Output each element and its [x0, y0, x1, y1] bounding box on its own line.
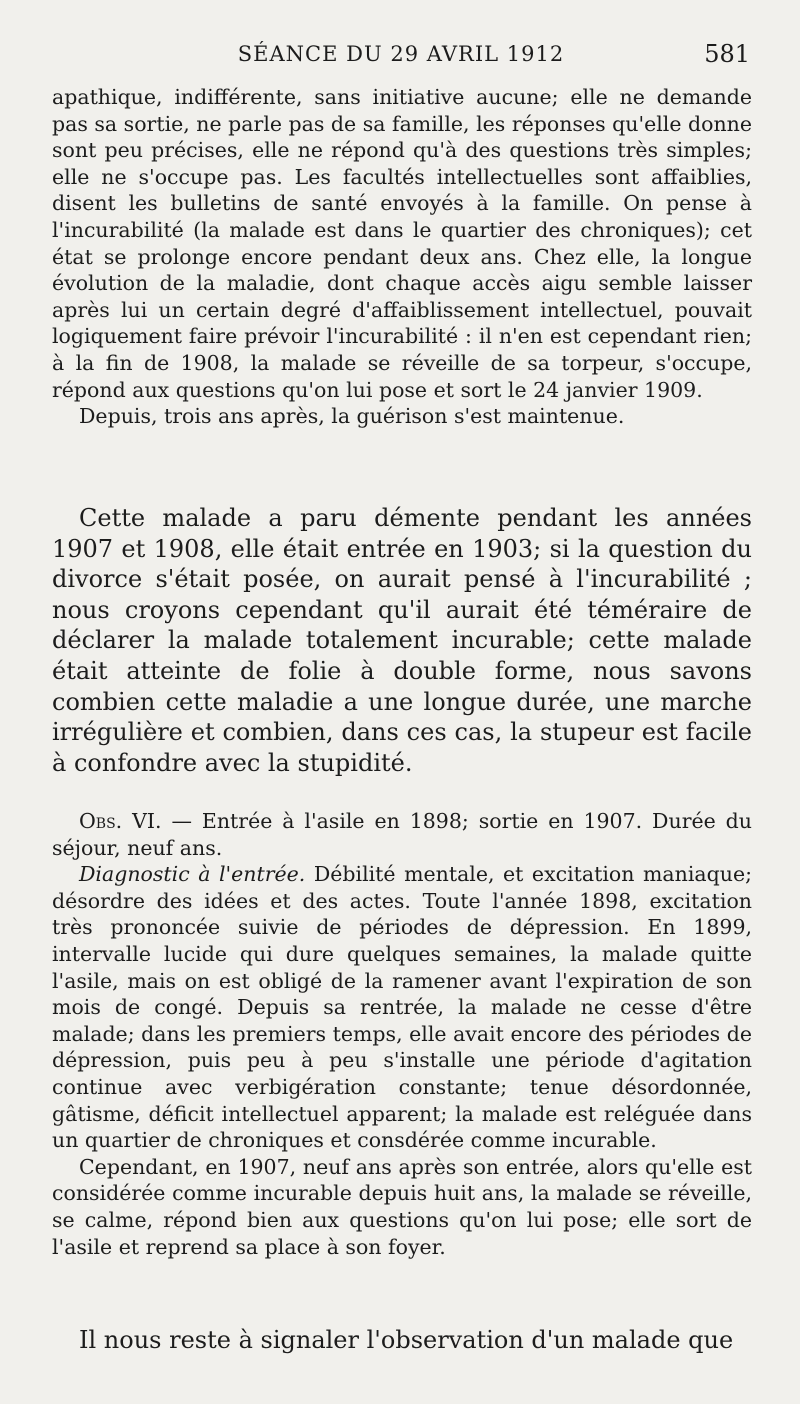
diagnosis-label: Diagnostic à l'entrée.	[79, 862, 306, 887]
paragraph-observation-heading	[52, 808, 752, 861]
text-block-closing	[52, 1325, 752, 1356]
text-block-commentary	[52, 503, 752, 778]
observation-text: — Entrée à l'asile en 1898; sortie en 1907. Durée du séjour, neuf ans.	[52, 809, 753, 860]
page-number: 581	[704, 40, 750, 68]
paragraph-diagnosis	[52, 861, 752, 1154]
header-title: SÉANCE DU 29 AVRIL 1912	[237, 42, 565, 66]
paragraph-closing: Il nous reste à signaler l'observation d'un malade que	[79, 1326, 734, 1354]
paragraph-recovery: Depuis, trois ans après, la guérison s'est maintenue.	[79, 404, 625, 429]
text-block-observation	[52, 808, 752, 1260]
paragraph-outcome: Cependant, en 1907, neuf ans après son entrée, alors qu'elle est considérée comme incurable depuis huit ans, la malade se réveille, se calme, répond bien aux questions qu'on lui pose; elle sort de l'asile et reprend sa place à son foyer.	[52, 1154, 752, 1259]
paragraph-commentary: Cette malade a paru démente pendant les années 1907 et 1908, elle était entrée en 1903; si la question du divorce s'était posée, on aurait pensé à l'incurabilité ; nous croyons cependant qu'il aurait été téméraire de déclarer la malade totalement incurable; cette malade était atteinte de folie à double forme, nous savons combien cette maladie a une longue durée, une marche irrégulière et combien, dans ces cas, la stupeur est facile à confondre avec la stupidité.	[52, 504, 752, 777]
running-header	[52, 38, 750, 72]
observation-label: Obs. VI.	[79, 809, 162, 833]
diagnosis-text: Débilité mentale, et excitation maniaque; désordre des idées et des actes. Toute l'année 1898, excitation très prononcée suivie de périodes de dépression. En 1899, intervalle lucide qui dure quelques semaines, la malade quitte l'asile, mais on est obligé de la ramener avant l'expiration de son mois de congé. Depuis sa rentrée, la malade ne cesse d'être malade; dans les premiers temps, elle avait encore des périodes de dépression, puis peu à peu s'installe une période d'agitation continue avec verbigération constante; tenue désordonnée, gâtisme, déficit intellectuel apparent; la malade est reléguée dans un quartier de chroniques et consdérée comme incurable.	[52, 862, 752, 1153]
paragraph-continuation: apathique, indifférente, sans initiative aucune; elle ne demande pas sa sortie, ne parle pas de sa famille, les réponses qu'elle donne sont peu précises, elle ne répond qu'à des questions très simples; elle ne s'occupe pas. Les facultés intellectuelles sont affaiblies, disent les bulletins de santé envoyés à la famille. On pense à l'incurabilité (la malade est dans le quartier des chroniques); cet état se prolonge encore pendant deux ans. Chez elle, la longue évolution de la maladie, dont chaque accès aigu semble laisser après lui un certain degré d'affaiblissement intellectuel, pouvait logiquement faire prévoir l'incurabilité : il n'en est cependant rien; à la fin de 1908, la malade se réveille de sa torpeur, s'occupe, répond aux questions qu'on lui pose et sort le 24 janvier 1909.	[52, 85, 752, 402]
text-block-continuation	[52, 84, 752, 430]
